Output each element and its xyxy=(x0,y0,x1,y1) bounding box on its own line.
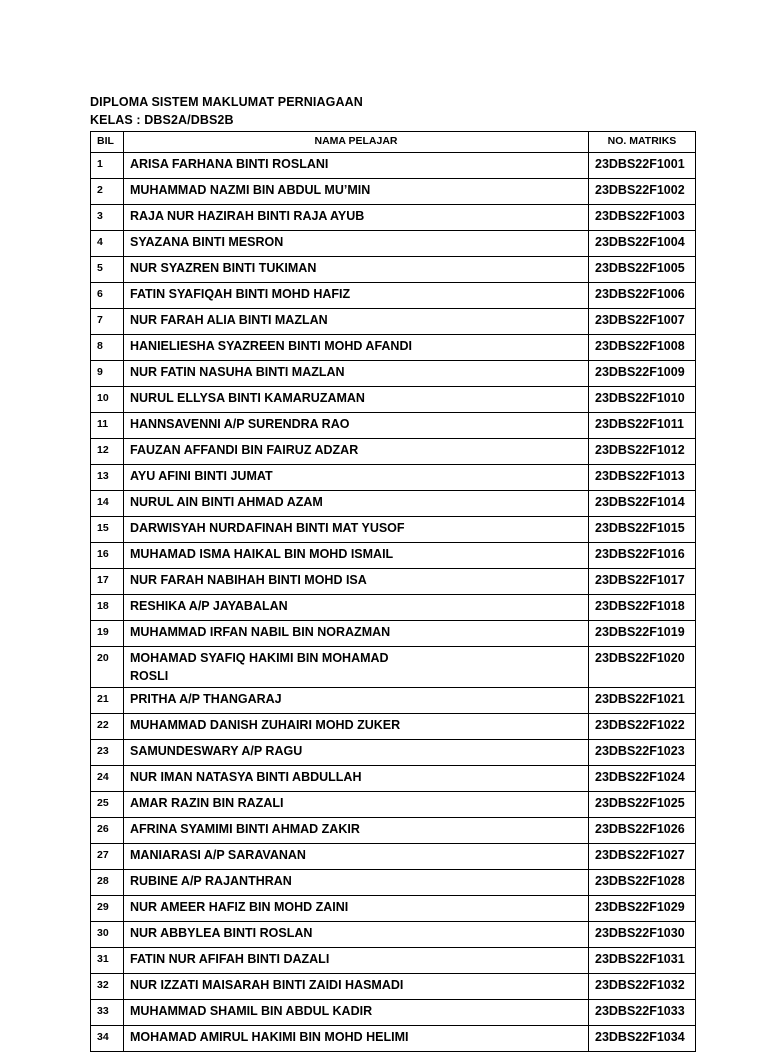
matric-number: 23DBS22F1028 xyxy=(589,870,696,896)
table-row xyxy=(91,766,696,792)
row-number: 27 xyxy=(91,844,124,870)
student-name-cell xyxy=(124,818,589,844)
student-name: SYAZANA BINTI MESRON xyxy=(130,235,284,249)
matric-number: 23DBS22F1032 xyxy=(589,974,696,1000)
student-name-cell xyxy=(124,257,589,283)
student-name-cell xyxy=(124,439,589,465)
student-name: AFRINA SYAMIMI BINTI AHMAD ZAKIR xyxy=(130,822,360,836)
table-row xyxy=(91,283,696,309)
table-row xyxy=(91,948,696,974)
student-name-cell xyxy=(124,309,589,335)
student-name: NUR FARAH NABIHAH BINTI MOHD ISA xyxy=(130,573,367,587)
matric-number: 23DBS22F1003 xyxy=(589,205,696,231)
student-name-cell xyxy=(124,922,589,948)
row-number: 8 xyxy=(91,335,124,361)
matric-number: 23DBS22F1020 xyxy=(589,647,696,688)
class-label: KELAS : DBS2A/DBS2B xyxy=(90,113,234,127)
row-number: 5 xyxy=(91,257,124,283)
table-row xyxy=(91,688,696,714)
student-name: MUHAMAD ISMA HAIKAL BIN MOHD ISMAIL xyxy=(130,547,394,561)
matric-number: 23DBS22F1031 xyxy=(589,948,696,974)
student-name-cell xyxy=(124,714,589,740)
table-row xyxy=(91,491,696,517)
table-row xyxy=(91,309,696,335)
student-name: NUR SYAZREN BINTI TUKIMAN xyxy=(130,261,317,275)
student-name-cell xyxy=(124,740,589,766)
student-name: RUBINE A/P RAJANTHRAN xyxy=(130,874,292,888)
student-name-cell xyxy=(124,335,589,361)
matric-number: 23DBS22F1017 xyxy=(589,569,696,595)
student-name-cell xyxy=(124,569,589,595)
student-name-cell xyxy=(124,792,589,818)
student-name: FAUZAN AFFANDI BIN FAIRUZ ADZAR xyxy=(130,443,359,457)
student-name-cell xyxy=(124,688,589,714)
table-row xyxy=(91,1000,696,1026)
matric-number: 23DBS22F1033 xyxy=(589,1000,696,1026)
table-row xyxy=(91,569,696,595)
row-number: 9 xyxy=(91,361,124,387)
matric-number: 23DBS22F1018 xyxy=(589,595,696,621)
table-row xyxy=(91,231,696,257)
matric-number: 23DBS22F1002 xyxy=(589,179,696,205)
table-row xyxy=(91,465,696,491)
student-name: MUHAMMAD DANISH ZUHAIRI MOHD ZUKER xyxy=(130,718,401,732)
student-name: NUR AMEER HAFIZ BIN MOHD ZAINI xyxy=(130,900,349,914)
student-name-cell xyxy=(124,1026,589,1052)
student-name-cell xyxy=(124,205,589,231)
row-number: 19 xyxy=(91,621,124,647)
matric-number: 23DBS22F1019 xyxy=(589,621,696,647)
matric-number: 23DBS22F1009 xyxy=(589,361,696,387)
row-number: 14 xyxy=(91,491,124,517)
document-heading xyxy=(90,93,363,129)
matric-number: 23DBS22F1011 xyxy=(589,413,696,439)
matric-number: 23DBS22F1010 xyxy=(589,387,696,413)
column-header-matriks: NO. MATRIKS xyxy=(589,132,696,153)
student-name-cell xyxy=(124,870,589,896)
table-row xyxy=(91,335,696,361)
student-name-cell xyxy=(124,517,589,543)
table-row xyxy=(91,413,696,439)
row-number: 6 xyxy=(91,283,124,309)
student-name: MOHAMAD AMIRUL HAKIMI BIN MOHD HELIMI xyxy=(130,1030,409,1044)
student-name: NURUL ELLYSA BINTI KAMARUZAMAN xyxy=(130,391,365,405)
student-name: FATIN NUR AFIFAH BINTI DAZALI xyxy=(130,952,330,966)
student-table xyxy=(90,131,696,1052)
table-row xyxy=(91,974,696,1000)
table-row xyxy=(91,439,696,465)
matric-number: 23DBS22F1027 xyxy=(589,844,696,870)
row-number: 13 xyxy=(91,465,124,491)
student-name-cell xyxy=(124,896,589,922)
matric-number: 23DBS22F1014 xyxy=(589,491,696,517)
matric-number: 23DBS22F1001 xyxy=(589,153,696,179)
matric-number: 23DBS22F1015 xyxy=(589,517,696,543)
row-number: 4 xyxy=(91,231,124,257)
row-number: 2 xyxy=(91,179,124,205)
matric-number: 23DBS22F1022 xyxy=(589,714,696,740)
matric-number: 23DBS22F1029 xyxy=(589,896,696,922)
row-number: 20 xyxy=(91,647,124,688)
row-number: 25 xyxy=(91,792,124,818)
student-name: MUHAMMAD NAZMI BIN ABDUL MU’MIN xyxy=(130,183,371,197)
table-row xyxy=(91,818,696,844)
student-name: PRITHA A/P THANGARAJ xyxy=(130,692,282,706)
row-number: 29 xyxy=(91,896,124,922)
programme-title: DIPLOMA SISTEM MAKLUMAT PERNIAGAAN xyxy=(90,95,363,109)
matric-number: 23DBS22F1026 xyxy=(589,818,696,844)
table-row xyxy=(91,387,696,413)
table-row xyxy=(91,179,696,205)
table-header-row xyxy=(91,132,696,153)
matric-number: 23DBS22F1034 xyxy=(589,1026,696,1052)
student-name-cell xyxy=(124,647,589,688)
student-name: RAJA NUR HAZIRAH BINTI RAJA AYUB xyxy=(130,209,365,223)
row-number: 15 xyxy=(91,517,124,543)
student-name: MUHAMMAD IRFAN NABIL BIN NORAZMAN xyxy=(130,625,391,639)
matric-number: 23DBS22F1007 xyxy=(589,309,696,335)
matric-number: 23DBS22F1012 xyxy=(589,439,696,465)
student-name: NUR IZZATI MAISARAH BINTI ZAIDI HASMADI xyxy=(130,978,404,992)
student-name: MOHAMAD SYAFIQ HAKIMI BIN MOHAMAD ROSLI xyxy=(130,651,389,683)
table-row xyxy=(91,870,696,896)
student-name: AMAR RAZIN BIN RAZALI xyxy=(130,796,284,810)
student-name: NUR ABBYLEA BINTI ROSLAN xyxy=(130,926,313,940)
row-number: 32 xyxy=(91,974,124,1000)
student-name-cell xyxy=(124,621,589,647)
matric-number: 23DBS22F1030 xyxy=(589,922,696,948)
matric-number: 23DBS22F1006 xyxy=(589,283,696,309)
row-number: 30 xyxy=(91,922,124,948)
matric-number: 23DBS22F1013 xyxy=(589,465,696,491)
table-row xyxy=(91,844,696,870)
student-name: FATIN SYAFIQAH BINTI MOHD HAFIZ xyxy=(130,287,351,301)
row-number: 10 xyxy=(91,387,124,413)
student-name: ARISA FARHANA BINTI ROSLANI xyxy=(130,157,329,171)
student-name-cell xyxy=(124,1000,589,1026)
row-number: 16 xyxy=(91,543,124,569)
row-number: 11 xyxy=(91,413,124,439)
student-name-cell xyxy=(124,231,589,257)
row-number: 22 xyxy=(91,714,124,740)
student-name-cell xyxy=(124,543,589,569)
student-name: NUR IMAN NATASYA BINTI ABDULLAH xyxy=(130,770,362,784)
table-row xyxy=(91,792,696,818)
matric-number: 23DBS22F1004 xyxy=(589,231,696,257)
student-name: AYU AFINI BINTI JUMAT xyxy=(130,469,273,483)
student-name-cell xyxy=(124,974,589,1000)
student-name: DARWISYAH NURDAFINAH BINTI MAT YUSOF xyxy=(130,521,405,535)
table-row xyxy=(91,257,696,283)
student-name: NUR FATIN NASUHA BINTI MAZLAN xyxy=(130,365,345,379)
student-name-cell xyxy=(124,361,589,387)
table-row xyxy=(91,740,696,766)
student-name-cell xyxy=(124,465,589,491)
matric-number: 23DBS22F1016 xyxy=(589,543,696,569)
student-name-cell xyxy=(124,179,589,205)
matric-number: 23DBS22F1024 xyxy=(589,766,696,792)
row-number: 7 xyxy=(91,309,124,335)
table-row xyxy=(91,517,696,543)
row-number: 23 xyxy=(91,740,124,766)
student-name-cell xyxy=(124,413,589,439)
student-name-cell xyxy=(124,595,589,621)
row-number: 1 xyxy=(91,153,124,179)
matric-number: 23DBS22F1021 xyxy=(589,688,696,714)
student-name-cell xyxy=(124,844,589,870)
table-row xyxy=(91,361,696,387)
table-row xyxy=(91,896,696,922)
table-row xyxy=(91,543,696,569)
table-body xyxy=(91,153,696,1052)
column-header-bil: BIL xyxy=(91,132,124,153)
table-row xyxy=(91,595,696,621)
row-number: 24 xyxy=(91,766,124,792)
student-name: MUHAMMAD SHAMIL BIN ABDUL KADIR xyxy=(130,1004,373,1018)
matric-number: 23DBS22F1025 xyxy=(589,792,696,818)
student-name: NUR FARAH ALIA BINTI MAZLAN xyxy=(130,313,328,327)
table-row xyxy=(91,647,696,688)
student-name-cell xyxy=(124,153,589,179)
row-number: 26 xyxy=(91,818,124,844)
table-row xyxy=(91,922,696,948)
table-row xyxy=(91,621,696,647)
table-row xyxy=(91,1026,696,1052)
row-number: 34 xyxy=(91,1026,124,1052)
student-name: RESHIKA A/P JAYABALAN xyxy=(130,599,288,613)
row-number: 33 xyxy=(91,1000,124,1026)
student-name: NURUL AIN BINTI AHMAD AZAM xyxy=(130,495,323,509)
student-name-cell xyxy=(124,948,589,974)
row-number: 31 xyxy=(91,948,124,974)
row-number: 28 xyxy=(91,870,124,896)
student-name: SAMUNDESWARY A/P RAGU xyxy=(130,744,303,758)
student-name-cell xyxy=(124,766,589,792)
row-number: 3 xyxy=(91,205,124,231)
student-name-cell xyxy=(124,491,589,517)
row-number: 17 xyxy=(91,569,124,595)
table-row xyxy=(91,153,696,179)
student-name-cell xyxy=(124,283,589,309)
row-number: 12 xyxy=(91,439,124,465)
student-name: HANIELIESHA SYAZREEN BINTI MOHD AFANDI xyxy=(130,339,412,353)
row-number: 21 xyxy=(91,688,124,714)
matric-number: 23DBS22F1008 xyxy=(589,335,696,361)
table-row xyxy=(91,714,696,740)
student-name: HANNSAVENNI A/P SURENDRA RAO xyxy=(130,417,350,431)
student-name: MANIARASI A/P SARAVANAN xyxy=(130,848,306,862)
column-header-nama: NAMA PELAJAR xyxy=(124,132,589,153)
matric-number: 23DBS22F1023 xyxy=(589,740,696,766)
student-name-cell xyxy=(124,387,589,413)
matric-number: 23DBS22F1005 xyxy=(589,257,696,283)
table-row xyxy=(91,205,696,231)
row-number: 18 xyxy=(91,595,124,621)
